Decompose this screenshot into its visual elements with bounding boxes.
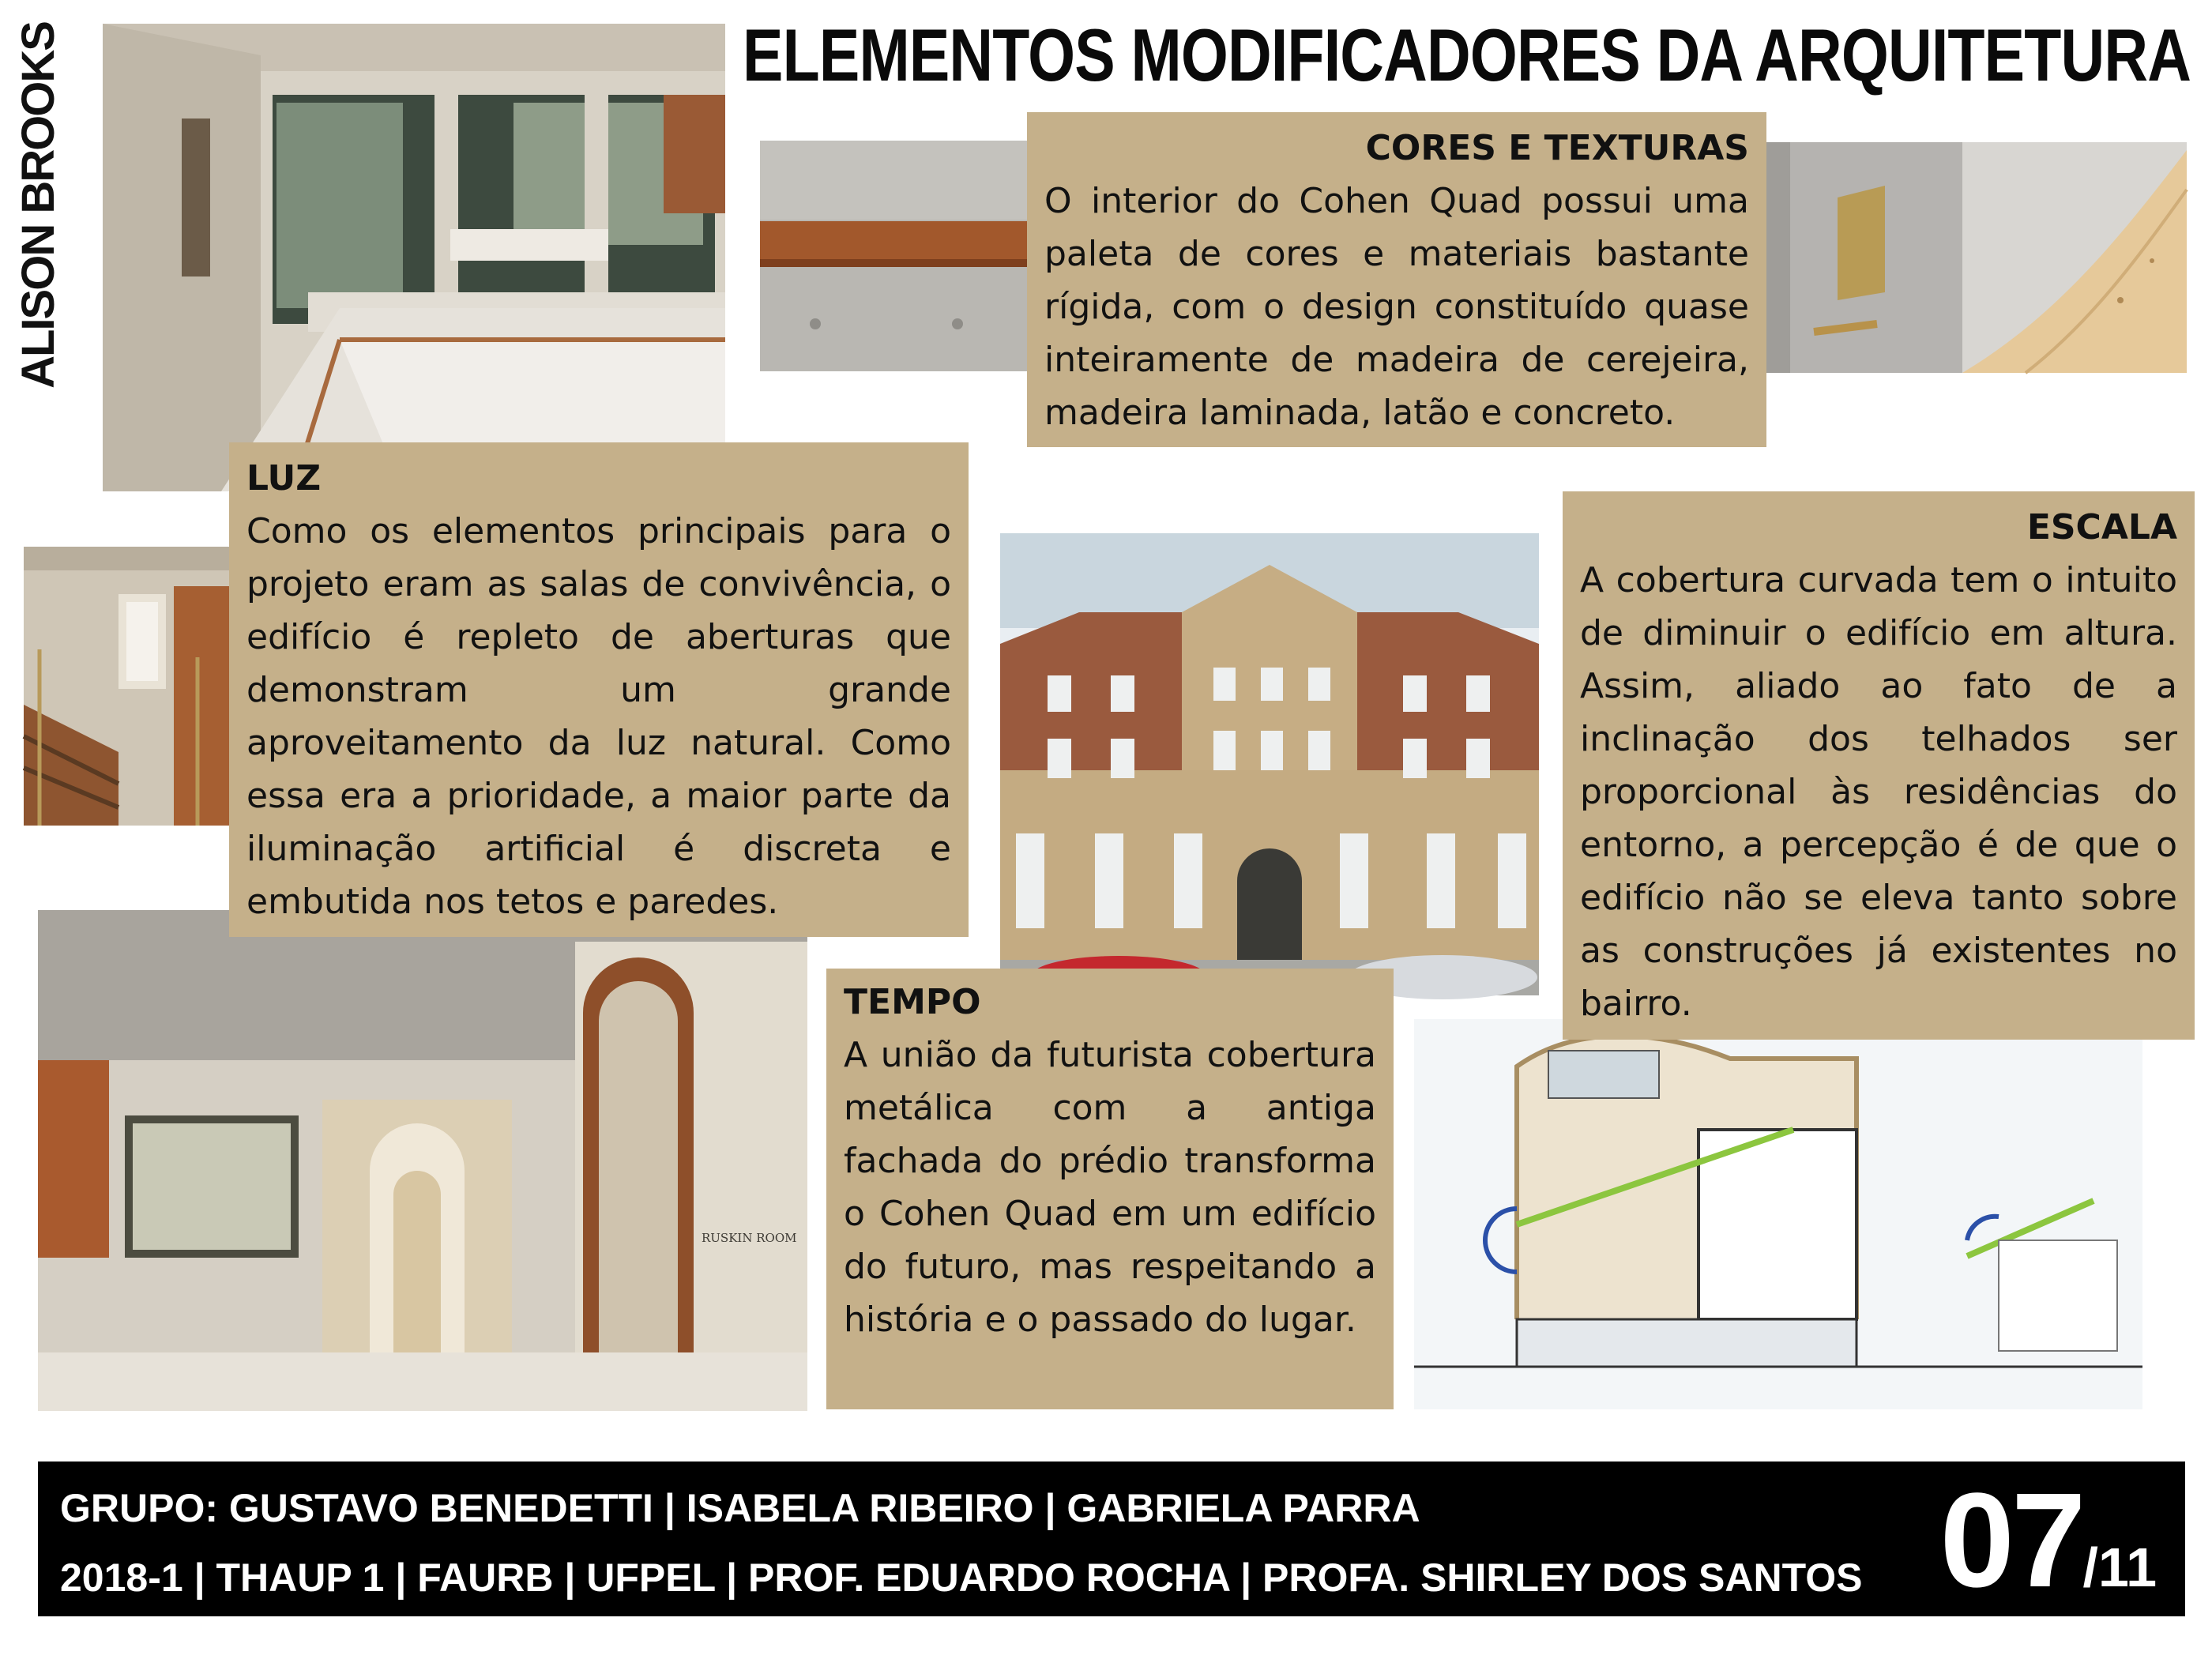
photo-concrete-wood bbox=[760, 141, 1029, 371]
section-text-cores: O interior do Cohen Quad possui uma paleta de cores e materiais bastante rígida, com o design constituído quase inteiramente de madeira de cerejeira, madeira laminada, latão e concreto. bbox=[1044, 181, 1749, 433]
section-heading-cores: CORES E TEXTURAS bbox=[1365, 128, 1749, 168]
ruskin-room-sign: RUSKIN ROOM bbox=[702, 1231, 797, 1245]
author-name: ALISON BROOKS bbox=[13, 22, 64, 389]
footer-bar bbox=[38, 1462, 2185, 1616]
photo-interior-atrium bbox=[103, 24, 725, 491]
photo-corridor bbox=[38, 910, 807, 1411]
drawing-building-section bbox=[1414, 1019, 2142, 1409]
section-escala bbox=[1563, 491, 2195, 1040]
photo-historic-facade bbox=[1000, 533, 1539, 995]
footer-course: 2018-1 | THAUP 1 | FAURB | UFPEL | PROF. EDUARDO ROCHA | PROFA. SHIRLEY DOS SANTOS bbox=[60, 1556, 1863, 1600]
section-tempo bbox=[826, 969, 1394, 1409]
section-heading-luz: LUZ bbox=[246, 458, 322, 498]
section-text-luz: Como os elementos principais para o projeto eram as salas de convivência, o edifício é repleto de aberturas que demonstram um grande aproveitamento da luz natural. Como essa era a prioridade, a maior parte da iluminação artificial é discreta e embutida nos tetos e paredes. bbox=[246, 511, 951, 922]
photo-staircase bbox=[24, 547, 229, 826]
section-luz bbox=[229, 442, 969, 937]
side-author-label bbox=[9, 16, 65, 395]
page-total: /11 bbox=[2082, 1537, 2157, 1598]
page-number bbox=[1939, 1465, 2157, 1616]
section-cores-texturas bbox=[1027, 112, 1766, 447]
section-heading-tempo: TEMPO bbox=[844, 982, 981, 1022]
section-text-escala: A cobertura curvada tem o intuito de diminuir o edifício em altura. Assim, aliado ao fato de a inclinação dos telhados ser proporcional às residências do entorno, a percepção é de que o edifício não se eleva tanto sobre as construções já existentes no bairro. bbox=[1580, 560, 2177, 1024]
footer-group: GRUPO: GUSTAVO BENEDETTI | ISABELA RIBEIRO | GABRIELA PARRA bbox=[60, 1486, 1420, 1530]
photo-brass-sign bbox=[1766, 142, 1962, 373]
page-current: 07 bbox=[1939, 1465, 2083, 1616]
section-heading-escala: ESCALA bbox=[2026, 507, 2177, 547]
section-text-tempo: A união da futurista cobertura metálica com a antiga fachada do prédio transforma o Cohen Quad em um edifício do futuro, mas respeitando a história e o passado do lugar. bbox=[844, 1035, 1376, 1340]
page-title: ELEMENTOS MODIFICADORES DA ARQUITETURA bbox=[743, 13, 2191, 96]
photo-laminated-wood bbox=[1962, 142, 2187, 373]
